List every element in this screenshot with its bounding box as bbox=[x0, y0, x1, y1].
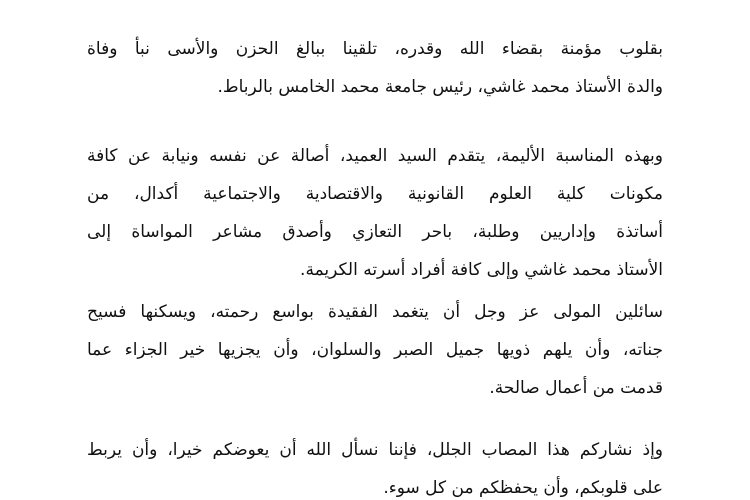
text-line: جناته، وأن يلهم ذويها جميل الصبر والسلوان، وأن يجزيها خير الجزاء عما bbox=[87, 340, 663, 360]
paragraph-condolences bbox=[87, 137, 663, 289]
text-line: قدمت من أعمال صالحة. bbox=[489, 378, 663, 398]
paragraph-closing bbox=[87, 431, 663, 500]
text-line: بقلوب مؤمنة بقضاء الله وقدره، تلقينا ببالغ الحزن والأسى نبأ وفاة bbox=[87, 39, 663, 59]
text-line: أساتذة وإداريين وطلبة، باحر التعازي وأصدق مشاعر المواساة إلى bbox=[87, 222, 663, 242]
text-line: سائلين المولى عز وجل أن يتغمد الفقيدة بواسع رحمته، ويسكنها فسيح bbox=[87, 302, 663, 322]
text-line: على قلوبكم، وأن يحفظكم من كل سوء. bbox=[383, 478, 663, 498]
text-line: الأستاذ محمد غاشي وإلى كافة أفراد أسرته الكريمة. bbox=[300, 260, 663, 280]
text-line: والدة الأستاذ محمد غاشي، رئيس جامعة محمد الخامس بالرباط. bbox=[217, 77, 663, 97]
paragraph-announcement bbox=[87, 30, 663, 106]
text-line: مكونات كلية العلوم القانونية والاقتصادية والاجتماعية أكدال، من bbox=[87, 184, 663, 204]
text-line: وإذ نشاركم هذا المصاب الجلل، فإننا نسأل الله أن يعوضكم خيرا، وأن يربط bbox=[87, 440, 663, 460]
paragraph-prayer bbox=[87, 293, 663, 407]
text-line: وبهذه المناسبة الأليمة، يتقدم السيد العميد، أصالة عن نفسه ونيابة عن كافة bbox=[87, 146, 663, 166]
